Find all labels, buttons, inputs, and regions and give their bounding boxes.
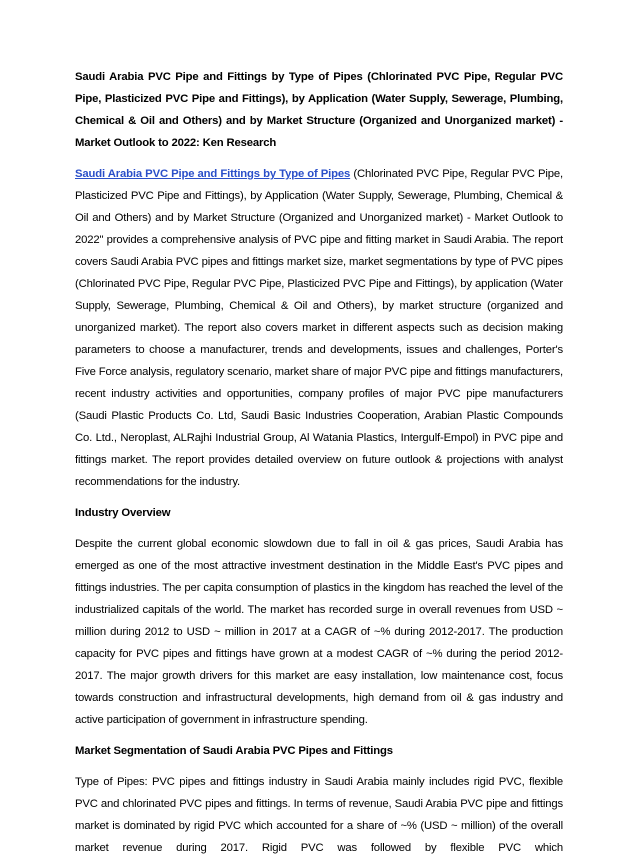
- market-segmentation-heading: Market Segmentation of Saudi Arabia PVC Pipes and Fittings: [75, 745, 393, 757]
- report-link[interactable]: Saudi Arabia PVC Pipe and Fittings by Type of Pipes: [75, 168, 351, 180]
- intro-paragraph: [75, 163, 563, 493]
- document-title: Saudi Arabia PVC Pipe and Fittings by Type of Pipes (Chlorinated PVC Pipe, Regular PVC Pipe, Plasticized PVC Pipe and Fittings), by Application (Water Supply, Sewerage, Plumbing, Chemical & Oil and Others) and by Market Structure (Organized and Unorganized market) - Market Outlook to 2022: Ken Research: [75, 71, 563, 149]
- market-segmentation-paragraph: Type of Pipes: PVC pipes and fittings industry in Saudi Arabia mainly includes rigid PVC, flexible PVC and chlorinated PVC pipes and fittings. In terms of revenue, Saudi Arabia PVC pipe and fittings market is dominated by rigid PVC which accounted for a share of ~% (USD ~ million) of the overall market revenue during 2017. Rigid PVC was followed by flexible PVC which: [75, 776, 563, 854]
- intro-body: (Chlorinated PVC Pipe, Regular PVC Pipe, Plasticized PVC Pipe and Fittings), by Application (Water Supply, Sewerage, Plumbing, Chemical & Oil and Others) and by Market Structure (Organized and Unorganized market) - Market Outlook to 2022" provides a comprehensive analysis of PVC pipe and fitting market in Saudi Arabia. The report covers Saudi Arabia PVC pipes and fittings market size, market segmentations by type of PVC pipes (Chlorinated PVC Pipe, Regular PVC Pipe, Plasticized PVC Pipe and Fittings), by application (Water Supply, Sewerage, Plumbing, Chemical & Oil and Others), by market structure (organized and unorganized market). The report also covers market in different aspects such as decision making parameters to choose a manufacturer, trends and developments, issues and challenges, Porter's Five Force analysis, regulatory scenario, market share of major PVC pipe and fittings manufacturers, recent industry activities and opportunities, company profiles of major PVC pipe manufacturers (Saudi Plastic Products Co. Ltd, Saudi Basic Industries Cooperation, Arabian Plastic Compounds Co. Ltd., Neroplast, ALRajhi Industrial Group, Al Watania Plastics, Intergulf-Empol) in PVC pipe and fittings market. The report provides detailed overview on future outlook & projections with analyst recommendations for the industry.: [75, 168, 563, 488]
- industry-overview-paragraph: Despite the current global economic slowdown due to fall in oil & gas prices, Saudi Arabia has emerged as one of the most attractive investment destination in the Middle East's PVC pipes and fittings industries. The per capita consumption of plastics in the kingdom has reached the level of the industrialized capitals of the world. The market has recorded surge in overall revenues from USD ~ million during 2012 to USD ~ million in 2017 at a CAGR of ~% during 2012-2017. The production capacity for PVC pipes and fittings have grown at a modest CAGR of ~% during the period 2012-2017. The major growth drivers for this market are easy installation, low maintenance cost, focus towards construction and infrastructural developments, high demand from oil & gas industry and active participation of government in infrastructure spending.: [75, 538, 563, 726]
- document-page: [75, 66, 563, 868]
- industry-overview-heading: Industry Overview: [75, 507, 171, 519]
